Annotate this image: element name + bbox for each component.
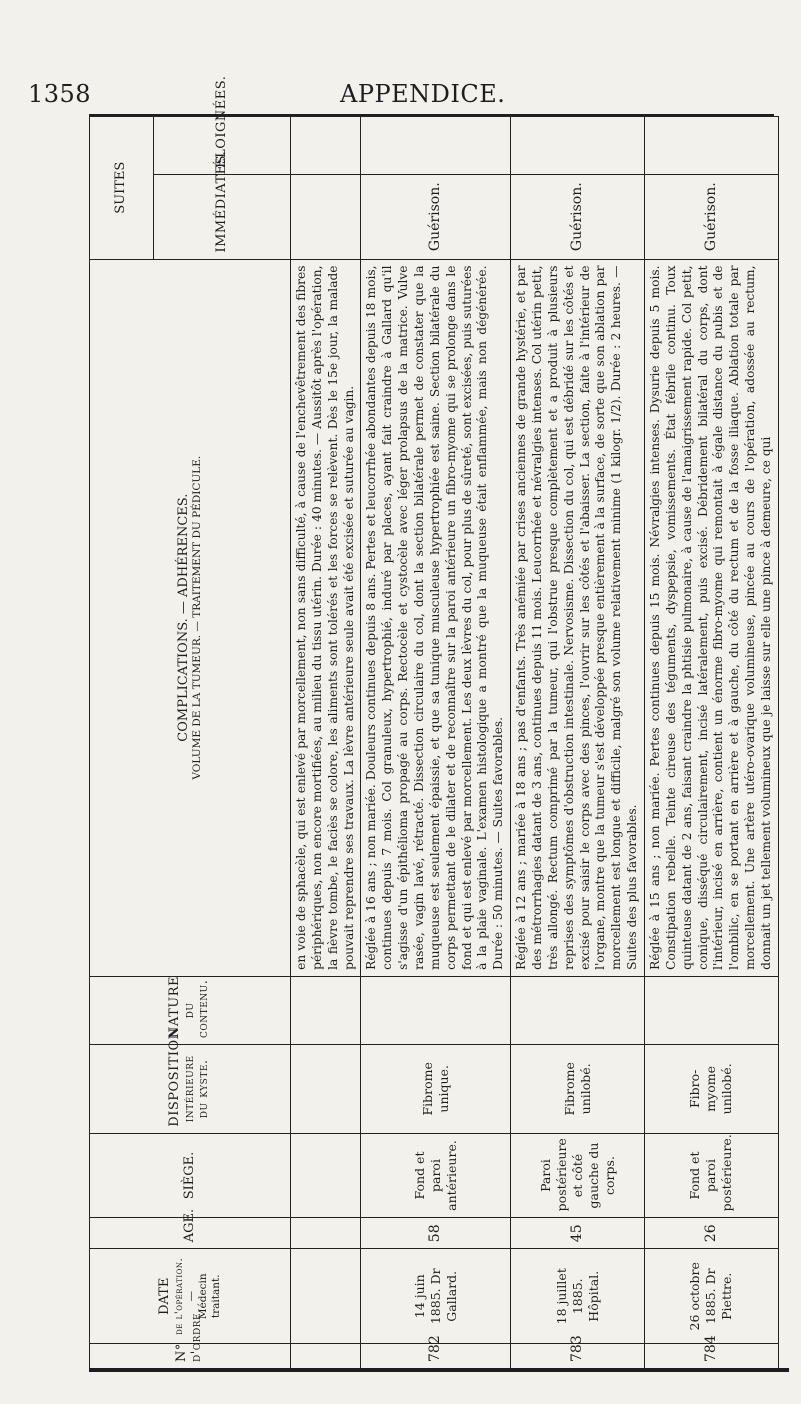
header-date-sub2: — (185, 1291, 198, 1302)
cell-disposition: Fibrome unique. (361, 1044, 511, 1133)
cell-siege: Fond et paroi antérieure. (361, 1133, 511, 1218)
cell-eloignees (645, 117, 779, 175)
header-eloignees: ÉLOIGNÉES. (154, 117, 291, 175)
table-row (645, 117, 779, 1369)
cell-immediate: Guérison. (645, 174, 779, 259)
cell-date (291, 1249, 361, 1344)
cell-immediate: Guérison. (511, 174, 645, 259)
cell-immediate (291, 174, 361, 259)
table-row (361, 117, 511, 1369)
page-number: 1358 (28, 80, 92, 108)
cell-eloignees (361, 117, 511, 175)
cell-eloignees (511, 117, 645, 175)
header-date-main: DATE (157, 1277, 173, 1315)
header-immediates: IMMÉDIATES. (154, 174, 291, 259)
cell-immediate: Guérison. (361, 174, 511, 259)
header-nature: NATURE du contenu. (90, 976, 291, 1044)
header-complications-line2: VOLUME DE LA TUMEUR. — TRAITEMENT DU PÉDICULE. (191, 455, 204, 780)
cell-date: 14 juin 1885. Dr Gallard. (361, 1249, 511, 1344)
cell-disposition (291, 1044, 361, 1133)
cell-num: 783 (511, 1344, 645, 1369)
cell-nature (511, 976, 645, 1044)
cell-age: 58 (361, 1218, 511, 1249)
cell-siege (291, 1133, 361, 1218)
cell-age (291, 1218, 361, 1249)
table-row (511, 117, 645, 1369)
header-num: N° d'ordre. (90, 1344, 291, 1369)
cell-nature (645, 976, 779, 1044)
cell-num: 782 (361, 1344, 511, 1369)
cell-complications: Réglée à 16 ans ; non mariée. Douleurs continues depuis 8 ans. Pertes et leucorrhée abondantes depuis 18 mois, continues depuis 7 mois. Col granuleux, hypertrophié, induré par places, ayant fait craindre à Gallard qu'il s'agisse d'un épithélioma propagé au corps. Rectocèle et cystocèle avec léger prolapsus de la matrice. Vulve rasée, vagin lavé, rétracté. Dissection circulaire du col, dont la section bilatérale permet de constater que la muqueuse est seulement épaissie, et que sa tunique musculeuse hypertrophiée est saine. Section bilatérale du corps permettant de le dilater et de reconnaître sur la paroi antérieure un fibro-myome qui se prolonge dans le fond et qui est enlevé par morcellement. Les deux lèvres du col, pour plus de sûreté, sont excisées, puis suturées à la plaie vaginale. L'examen histologique a montré que la muqueuse était enflammée, mais non dégénérée. Durée : 50 minutes. — Suites favorables. (361, 259, 511, 976)
cell-disposition: Fibro-myome unilobé. (645, 1044, 779, 1133)
cell-num: 784 (645, 1344, 779, 1369)
running-title: APPENDICE. (340, 80, 506, 108)
cell-nature (361, 976, 511, 1044)
header-disposition: DISPOSITION intérieure du kyste. (90, 1044, 291, 1133)
header-siege: SIÈGE. (90, 1133, 291, 1218)
cell-disposition: Fibrome unilobé. (511, 1044, 645, 1133)
bottom-rule (89, 1368, 789, 1372)
cell-date: 26 octobre 1885. Dr Piettre. (645, 1249, 779, 1344)
cell-eloignees (291, 117, 361, 175)
cell-complications: Réglée à 15 ans ; non mariée. Pertes continues depuis 15 mois. Névralgies intenses. Dysurie depuis 5 mois. Constipation rebelle. Teinte cireuse des téguments, dyspepsie, vomissements. État fébrile continu. Toux quinteuse datant de 2 ans, faisant craindre la phtisie pulmonaire, à cause de l'amaigrissement rapide. Col petit, conique, disséqué circulairement, incisé latéralement, puis excisé. Débridement bilatéral du corps, dont l'intérieur, incisé en arrière, contient un énorme fibro-myome qui remontait à égale distance du pubis et de l'ombilic, en se portant en arrière et à gauche, du côté du rectum et de la fosse iliaque. Ablation totale par morcellement. Une artère utéro-ovarique volumineuse, pincée au cours de l'opération, adossée au rectum, donnait un jet tellement volumineux que je laisse sur elle une pince à demeure, ce qui (645, 259, 779, 976)
header-complications (90, 259, 291, 976)
table-row (291, 117, 361, 1369)
cell-nature (291, 976, 361, 1044)
cell-complications: Réglée à 12 ans ; mariée à 18 ans ; pas d'enfants. Très anémiée par crises anciennes de grande hystérie, et par des métrorrhagies datant de 3 ans, continues depuis 11 mois. Leucorrhée et névralgies intenses. Col utérin petit, très allongé. Rectum comprimé par la tumeur, qui l'obstrue presque complètement et a produit à plusieurs reprises des symptômes d'obstruction intestinale. Nervosisme. Dissection du col, qui est débridé sur les côtés et excisé pour saisir le corps avec des pinces, l'ouvrir sur les côtés et l'abaisser. La section, faite à l'intérieur de l'organe, montre que la tumeur s'est développée presque entièrement à la surface, de sorte que son ablation par morcellement est longue et difficile, malgré son volume relativement minime (1 kilogr. 1/2). Durée : 2 heures. — Suites des plus favorables. (511, 259, 645, 976)
cell-complications: en voie de sphacèle, qui est enlevé par morcellement, non sans difficulté, à cause de l'enchevêtrement des fibres périphériques, non encore mortifiées, au milieu du tissu utérin. Durée : 40 minutes. — Aussitôt après l'opération, la fièvre tombe, le faciès se colore, les aliments sont tolérés et les forces se relèvent. Dès le 15e jour, la malade pouvait reprendre ses travaux. La lèvre antérieure seule avait été excisée et suturée au vagin. (291, 259, 361, 976)
header-date-sub3: Médecin traitant. (197, 1273, 222, 1320)
header-date-sub1: de l'opération. (173, 1257, 186, 1335)
cell-age: 26 (645, 1218, 779, 1249)
cell-age: 45 (511, 1218, 645, 1249)
header-age: AGE. (90, 1218, 291, 1249)
header-suites: SUITES (90, 117, 154, 260)
cell-siege: Paroi postérieure et côté gauche du corps. (511, 1133, 645, 1218)
header-complications-line1: COMPLICATIONS. — ADHÉRENCES. (175, 493, 191, 742)
cell-siege: Fond et paroi postérieure. (645, 1133, 779, 1218)
cell-date: 18 juillet 1885. Hôpital. (511, 1249, 645, 1344)
cell-num (291, 1344, 361, 1369)
